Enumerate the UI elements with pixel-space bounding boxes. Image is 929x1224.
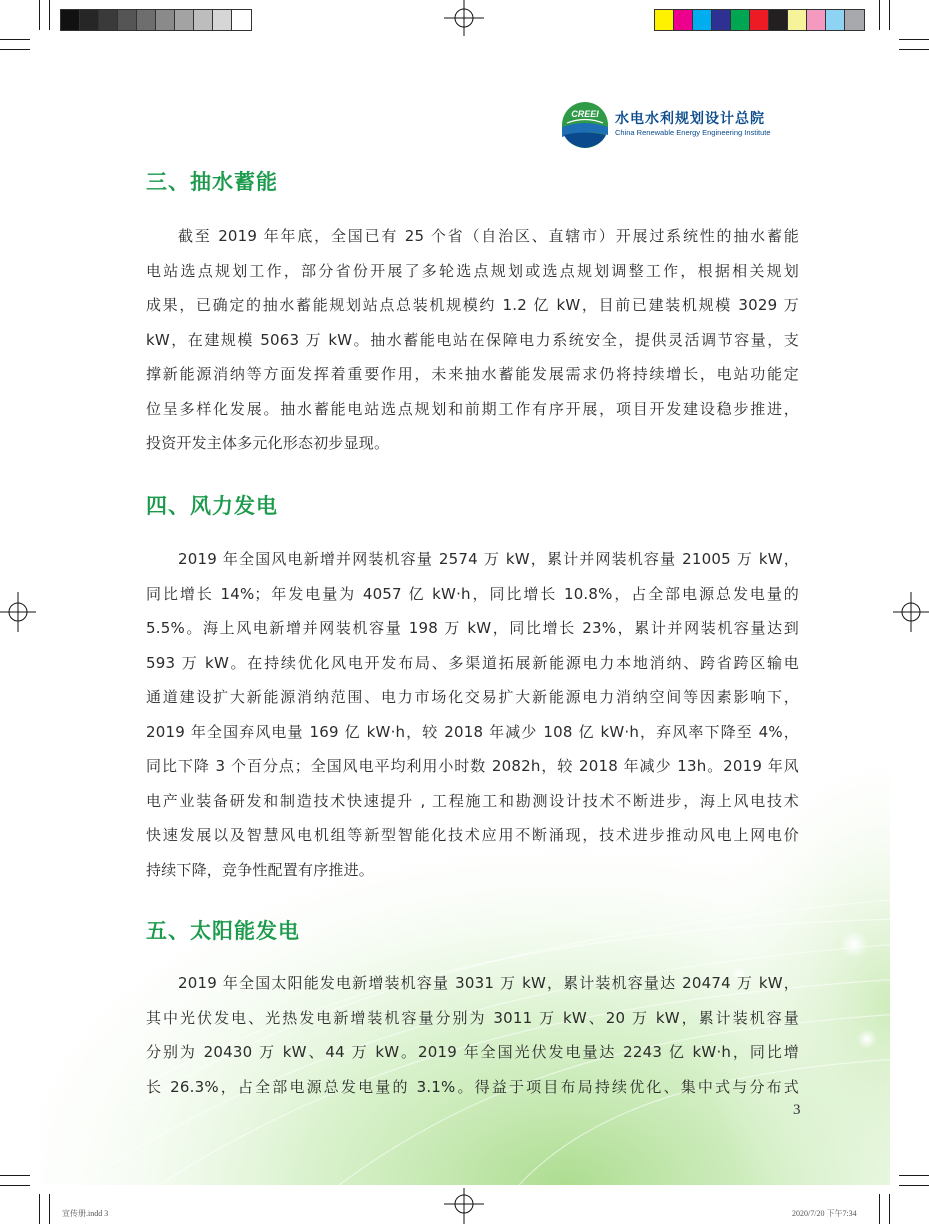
color-swatch xyxy=(232,10,251,30)
bleed-mark xyxy=(899,1175,929,1176)
text-line: 2019 年全国风电新增并网装机容量 2574 万 kW，累计并网装机容量 21005 万 kW， xyxy=(178,550,799,568)
paragraph-pumped-storage xyxy=(146,219,799,461)
registration-mark-bottom xyxy=(444,1186,484,1224)
text-line: 同比增长 14%；年发电量为 4057 亿 kW·h，同比增长 10.8%，占全部电源总发电量的 xyxy=(146,584,799,603)
crop-mark xyxy=(39,1194,40,1224)
text-line: 持续下降，竞争性配置有序推进。 xyxy=(146,860,375,879)
institute-logo xyxy=(561,101,801,149)
slug-date-time: 2020/7/20 下午7:34 xyxy=(792,1209,857,1218)
bleed-mark xyxy=(0,1175,30,1176)
color-swatch xyxy=(807,10,826,30)
bleed-mark xyxy=(899,49,929,50)
color-swatch xyxy=(712,10,731,30)
text-line: 截至 2019 年年底，全国已有 25 个省（自治区、直辖市）开展过系统性的抽水蓄能 xyxy=(178,227,799,245)
bleed-mark xyxy=(49,1194,50,1224)
section-heading-pumped-storage: 三、抽水蓄能 xyxy=(146,170,278,194)
color-swatch xyxy=(194,10,213,30)
institute-name-cn: 水电水利规划设计总院 xyxy=(615,111,765,127)
text-line: 电产业装备研发和制造技术快速提升 , 工程施工和勘测设计技术不断进步，海上风电技术 xyxy=(146,791,799,810)
text-line: 快速发展以及智慧风电机组等新型智能化技术应用不断涌现，技术进步推动风电上网电价 xyxy=(146,826,799,844)
svg-text:CREEI: CREEI xyxy=(571,109,599,119)
text-line: 通道建设扩大新能源消纳范围、电力市场化交易扩大新能源电力消纳空间等因素影响下， xyxy=(146,688,799,706)
creei-emblem-icon xyxy=(561,101,609,149)
color-swatch xyxy=(826,10,845,30)
text-line: 5.5%。海上风电新增并网装机容量 198 万 kW，同比增长 23%，累计并网装机容量达到 xyxy=(146,619,799,637)
crop-mark xyxy=(889,0,890,30)
text-line: 电站选点规划工作，部分省份开展了多轮选点规划或选点规划调整工作，根据相关规划 xyxy=(146,261,799,280)
color-swatch xyxy=(156,10,175,30)
text-line: 投资开发主体多元化形态初步显现。 xyxy=(146,434,390,452)
text-line: 2019 年全国弃风电量 169 亿 kW·h，较 2018 年减少 108 亿 kW·h，弃风率下降至 4%， xyxy=(146,722,799,741)
text-line: 长 26.3%，占全部电源总发电量的 3.1%。得益于项目布局持续优化、集中式与分布式 xyxy=(146,1077,799,1096)
color-swatch xyxy=(118,10,137,30)
grayscale-color-bar xyxy=(60,9,252,31)
bleed-mark xyxy=(49,0,50,30)
bleed-mark xyxy=(0,49,30,50)
text-line: 撑新能源消纳等方面发挥着重要作用，未来抽水蓄能发展需求仍将持续增长，电站功能定 xyxy=(146,365,799,383)
text-line: 593 万 kW。在持续优化风电开发布局、多渠道拓展新能源电力本地消纳、跨省跨区输电 xyxy=(146,653,799,672)
document-page xyxy=(39,39,890,1185)
page-number: 3 xyxy=(793,1102,801,1118)
paragraph-solar-power xyxy=(146,966,799,1104)
text-line: 2019 年全国太阳能发电新增装机容量 3031 万 kW，累计装机容量达 20474 万 kW， xyxy=(178,974,799,992)
registration-mark-left xyxy=(0,592,38,632)
text-line: 成果，已确定的抽水蓄能规划站点总装机规模约 1.2 亿 kW，目前已建装机规模 3029 万 xyxy=(146,296,799,314)
text-line: 位呈多样化发展。抽水蓄能电站选点规划和前期工作有序开展，项目开发建设稳步推进， xyxy=(146,399,799,418)
color-swatch xyxy=(80,10,99,30)
registration-mark-top xyxy=(444,0,484,40)
institute-name-en: China Renewable Energy Engineering Institute xyxy=(615,128,771,137)
slug-file-info: 宣传册.indd 3 xyxy=(62,1209,109,1218)
color-swatch xyxy=(213,10,232,30)
paragraph-wind-power xyxy=(146,542,799,887)
color-swatch xyxy=(175,10,194,30)
section-heading-wind-power: 四、风力发电 xyxy=(146,494,278,518)
color-swatch xyxy=(99,10,118,30)
color-swatch xyxy=(693,10,712,30)
section-heading-solar-power: 五、太阳能发电 xyxy=(146,919,300,943)
crop-mark xyxy=(0,1185,30,1186)
text-line: 其中光伏发电、光热发电新增装机容量分别为 3011 万 kW、20 万 kW，累计装机容量 xyxy=(146,1008,799,1027)
crop-mark xyxy=(899,1185,929,1186)
color-swatch xyxy=(674,10,693,30)
color-swatch xyxy=(845,10,864,30)
bleed-mark xyxy=(879,1194,880,1224)
color-swatch xyxy=(750,10,769,30)
text-line: 同比下降 3 个百分点；全国风电平均利用小时数 2082h，较 2018 年减少 13h。2019 年风 xyxy=(146,757,799,775)
process-color-bar xyxy=(654,9,865,31)
color-swatch xyxy=(731,10,750,30)
registration-mark-right xyxy=(891,592,929,632)
color-swatch xyxy=(788,10,807,30)
color-swatch xyxy=(61,10,80,30)
color-swatch xyxy=(655,10,674,30)
text-line: kW，在建规模 5063 万 kW。抽水蓄能电站在保障电力系统安全，提供灵活调节容量，支 xyxy=(146,330,799,349)
text-line: 分别为 20430 万 kW、44 万 kW。2019 年全国光伏发电量达 2243 亿 kW·h，同比增 xyxy=(146,1043,799,1061)
color-swatch xyxy=(769,10,788,30)
crop-mark xyxy=(39,0,40,30)
bleed-mark xyxy=(879,0,880,30)
color-swatch xyxy=(137,10,156,30)
crop-mark xyxy=(889,1194,890,1224)
crop-mark xyxy=(0,39,30,40)
crop-mark xyxy=(899,39,929,40)
